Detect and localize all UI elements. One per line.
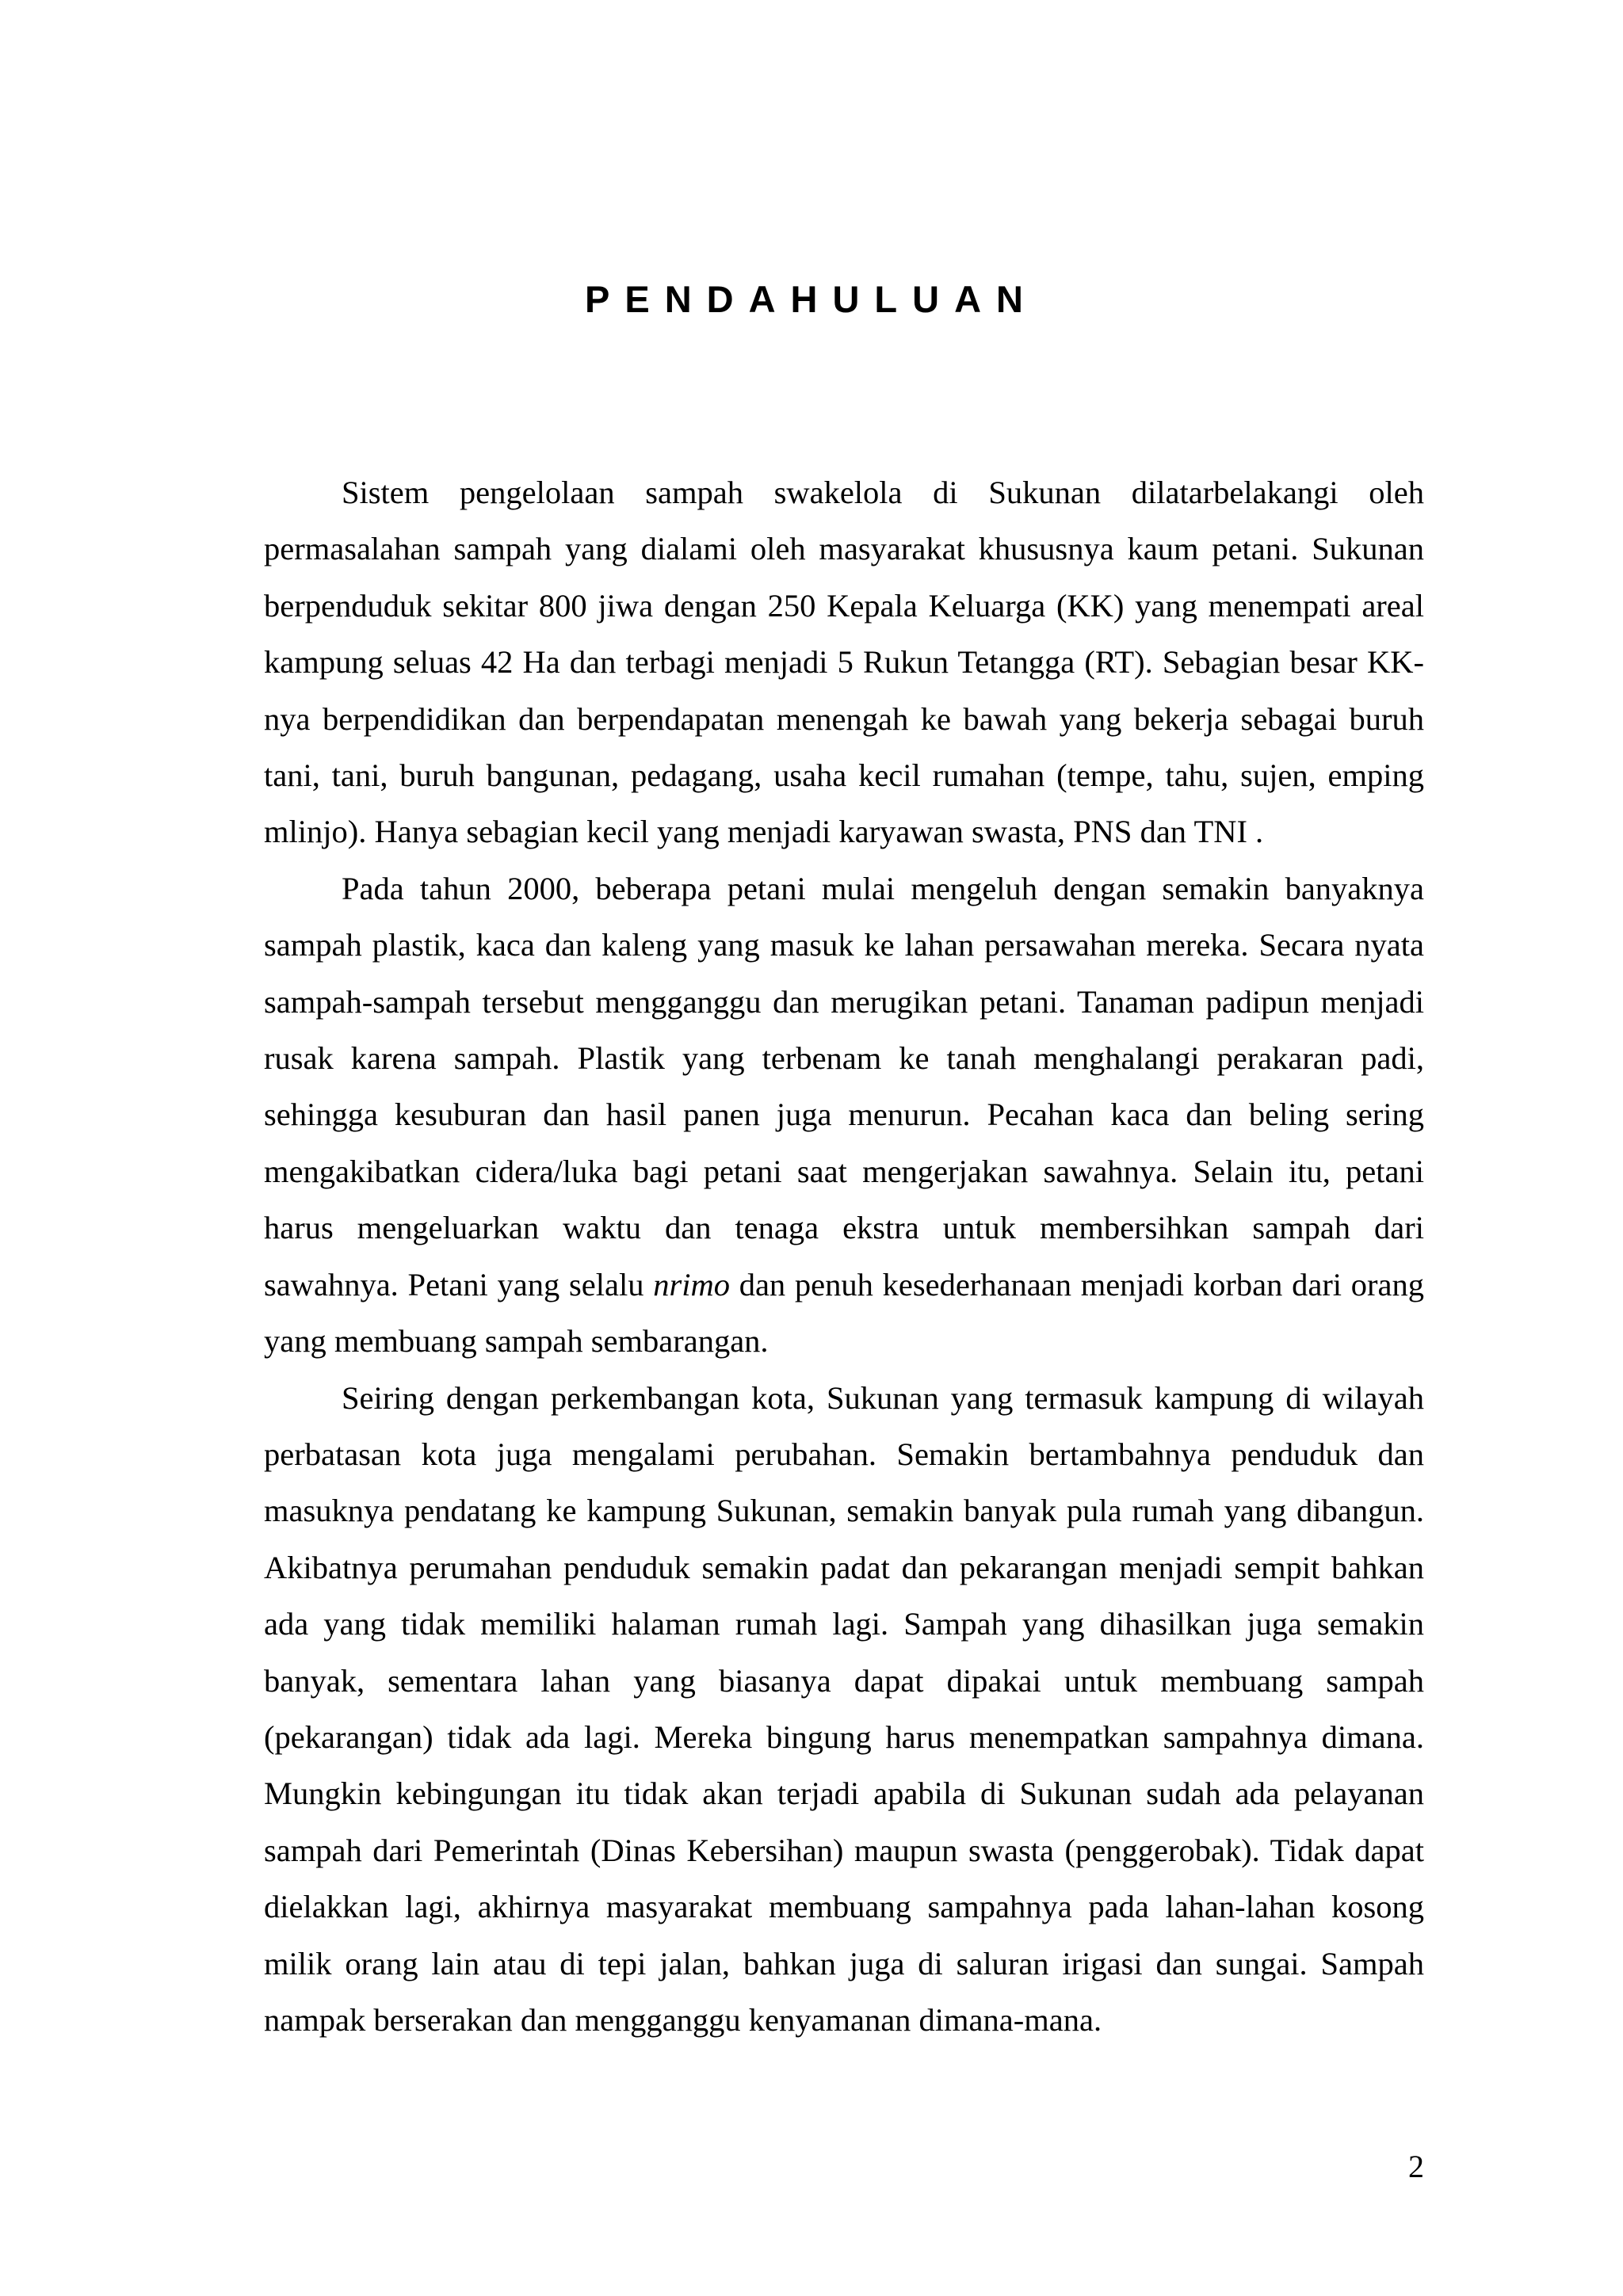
paragraph-1: Sistem pengelolaan sampah swakelola di Sukunan dilatarbelakangi oleh permasalahan sampah yang dialami oleh masyarakat khususnya kaum petani. Sukunan berpenduduk sekitar 800 jiwa dengan 250 Kepala Keluarga (KK) yang menempati areal kampung seluas 42 Ha dan terbagi menjadi 5 Rukun Tetangga (RT). Sebagian besar KK-nya berpendidikan dan berpendapatan menengah ke bawah yang bekerja sebagai buruh tani, tani, buruh bangunan, pedagang, usaha kecil rumahan (tempe, tahu, sujen, emping mlinjo). Hanya sebagian kecil yang menjadi karyawan swasta, PNS dan TNI . (264, 475, 1424, 850)
paragraph-3: Seiring dengan perkembangan kota, Sukunan yang termasuk kampung di wilayah perbatasan kota juga mengalami perubahan. Semakin bertambahnya penduduk dan masuknya pendatang ke kampung Sukunan, semakin banyak pula rumah yang dibangun. Akibatnya perumahan penduduk semakin padat dan pekarangan menjadi sempit bahkan ada yang tidak memiliki halaman rumah lagi. Sampah yang dihasilkan juga semakin banyak, sementara lahan yang biasanya dapat dipakai untuk membuang sampah (pekarangan) tidak ada lagi. Mereka bingung harus menempatkan sampahnya dimana. Mungkin kebingungan itu tidak akan terjadi apabila di Sukunan sudah ada pelayanan sampah dari Pemerintah (Dinas Kebersihan) maupun swasta (penggerobak). Tidak dapat dielakkan lagi, akhirnya masyarakat membuang sampahnya pada lahan-lahan kosong milik orang lain atau di tepi jalan, bahkan juga di saluran irigasi dan sungai. Sampah nampak berserakan dan mengganggu kenyamanan dimana-mana. (264, 1379, 1424, 2038)
page-title: PENDAHULUAN (585, 278, 1038, 320)
paragraph-2 (264, 860, 1424, 1370)
paragraph-2-emphasis: nrimo (653, 1266, 730, 1302)
paragraph-2-part-2: dan penuh kesederhanaan menjadi korban dari orang yang membuang sampah sembarangan. (264, 1266, 1425, 1360)
page-number: 2 (1408, 2149, 1424, 2184)
body-text (264, 464, 1424, 2048)
paragraph-2-part-1: Pada tahun 2000, beberapa petani mulai mengeluh dengan semakin banyaknya sampah plastik, kaca dan kaleng yang masuk ke lahan persawahan mereka. Secara nyata sampah-sampah tersebut mengganggu dan merugikan petani. Tanaman padipun menjadi rusak karena sampah. Plastik yang terbenam ke tanah menghalangi perakaran padi, sehingga kesuburan dan hasil panen juga menurun. Pecahan kaca dan beling sering mengakibatkan cidera/luka bagi petani saat mengerjakan sawahnya. Selain itu, petani harus mengeluarkan waktu dan tenaga ekstra untuk membersihkan sampah dari sawahnya. Petani yang selalu (264, 870, 1424, 1302)
